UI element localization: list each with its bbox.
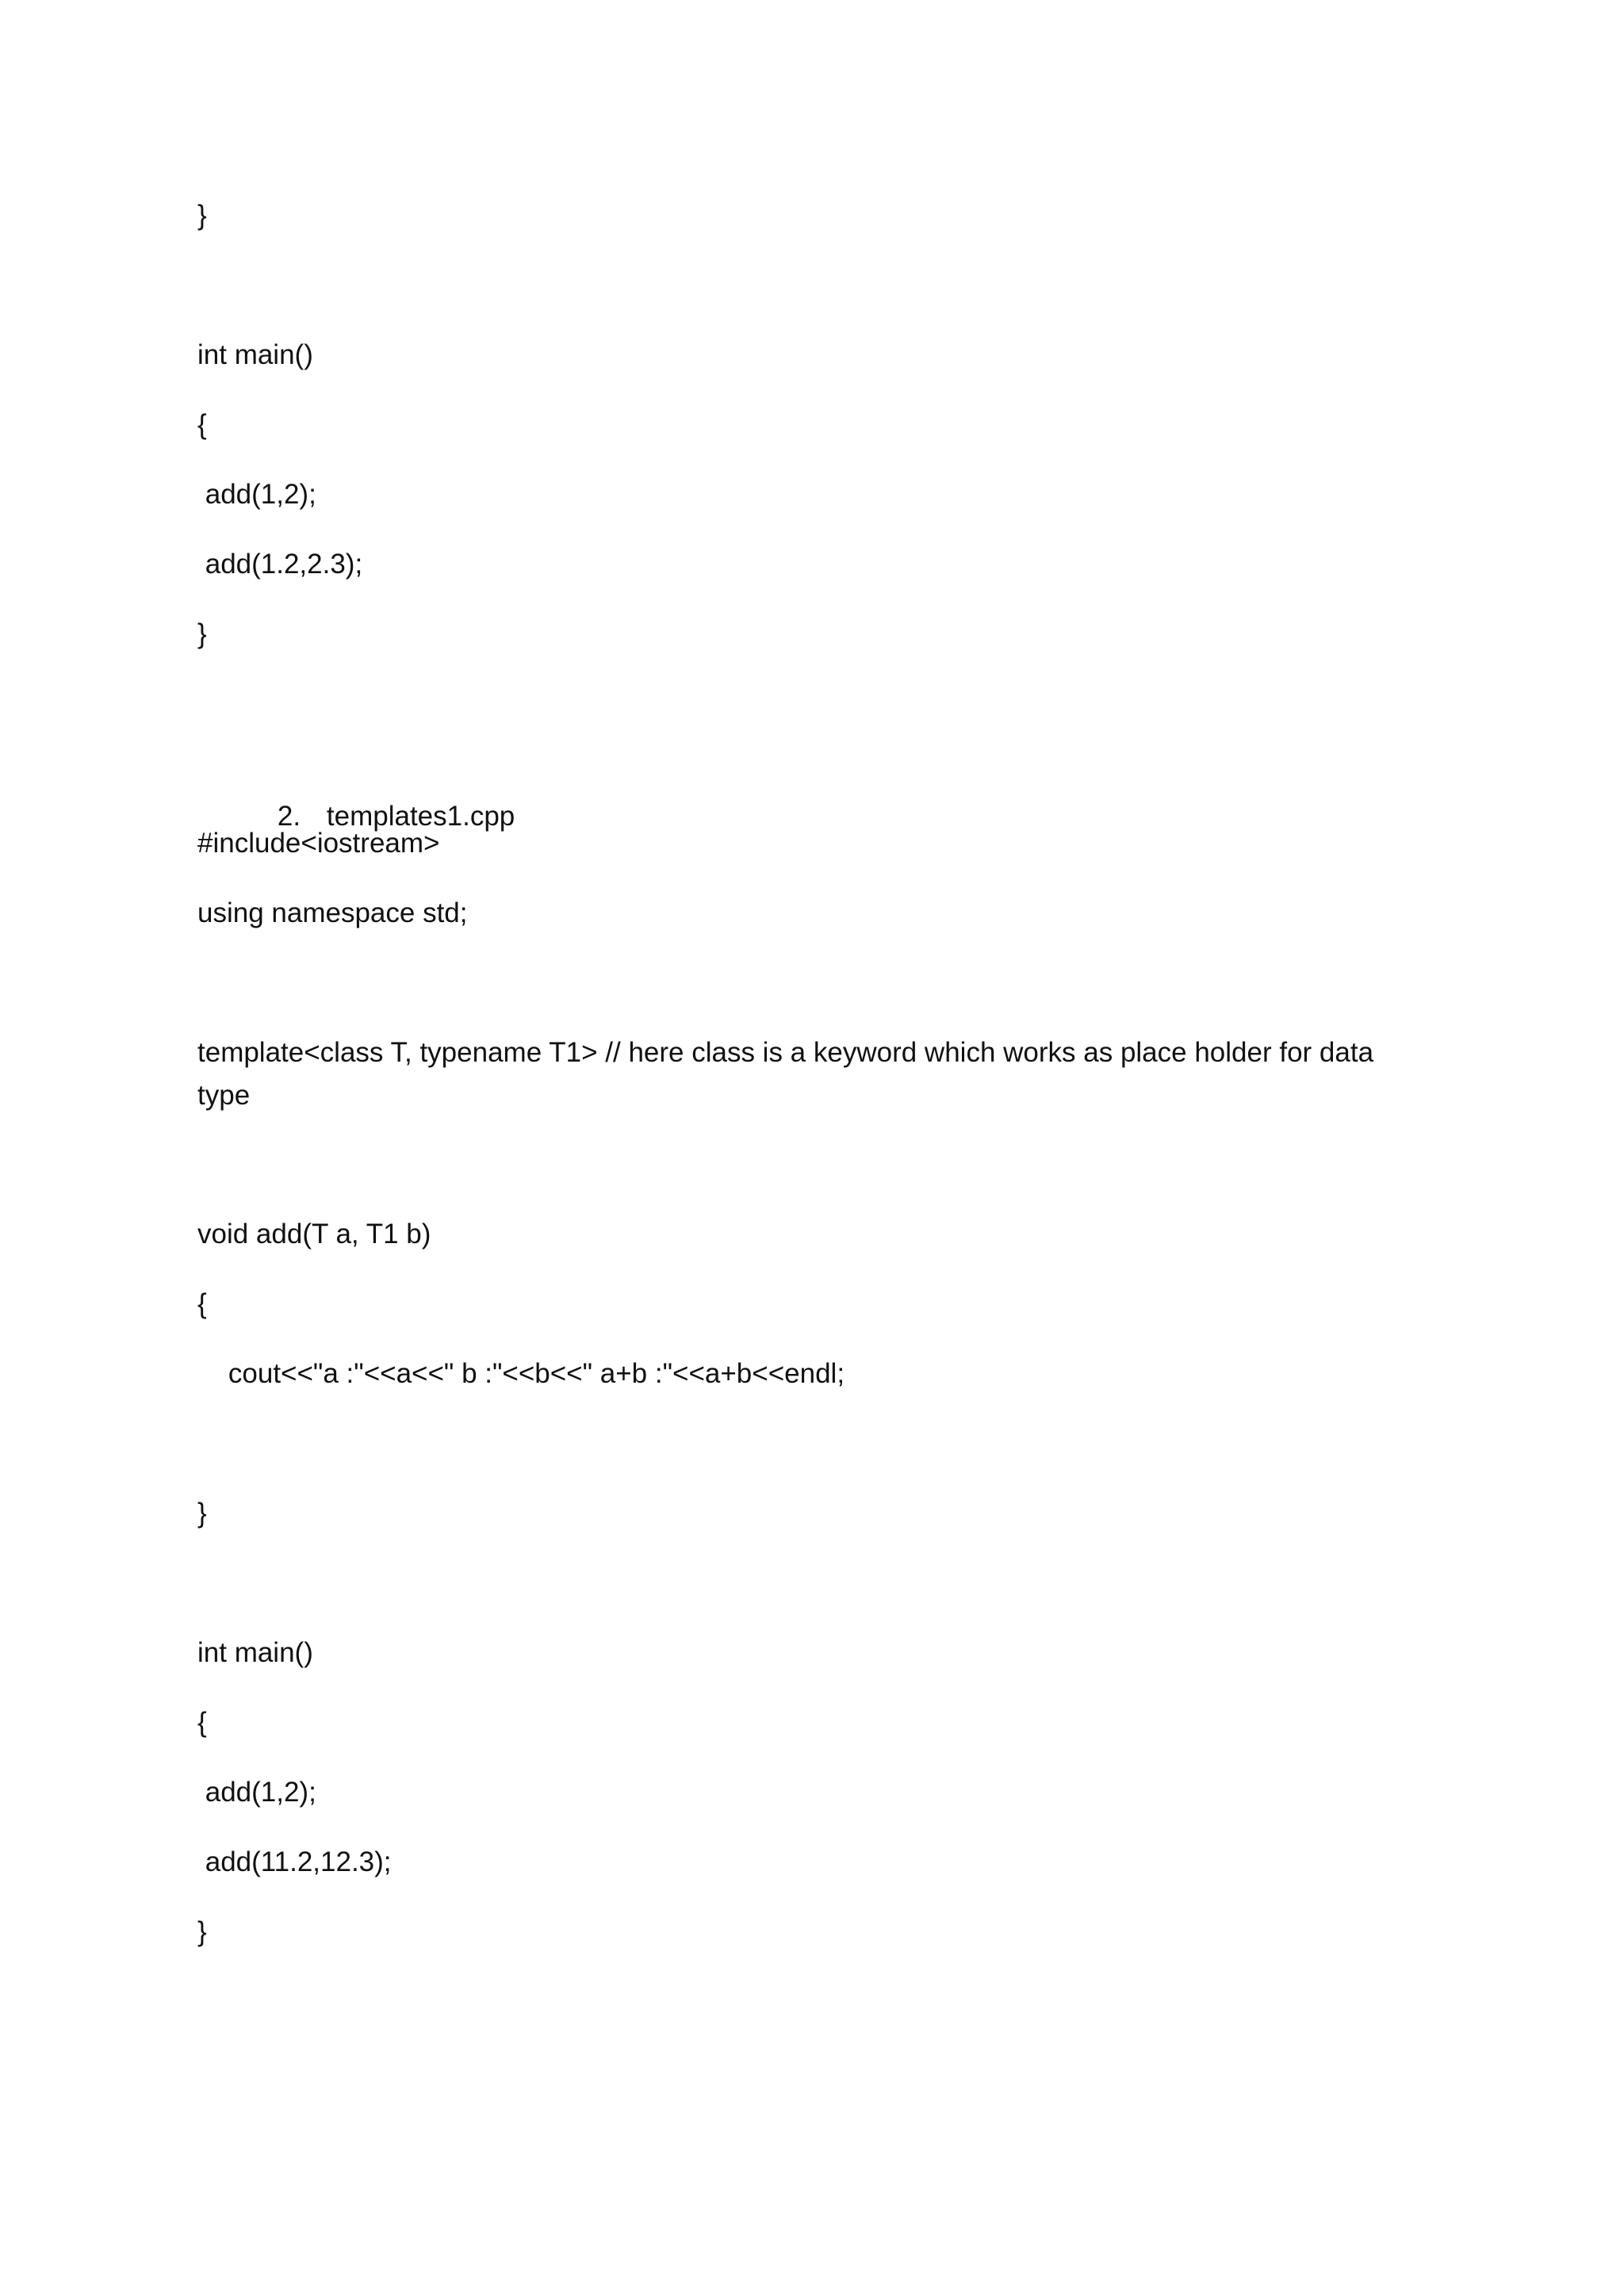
code-line-call-add-float: add(11.2,12.3); xyxy=(197,1846,392,1877)
code-line-closing-brace: } xyxy=(197,200,207,231)
code-line-open-brace: { xyxy=(197,1288,207,1319)
code-line-open-brace: { xyxy=(197,1707,207,1738)
code-line-add-signature: void add(T a, T1 b) xyxy=(197,1219,431,1249)
code-line-call-add-int: add(1,2); xyxy=(197,479,316,510)
code-line-call-add-float: add(1.2,2.3); xyxy=(197,549,363,580)
code-line-main-signature: int main() xyxy=(197,339,313,370)
code-line-main-signature: int main() xyxy=(197,1637,313,1668)
list-item-number: 2. xyxy=(277,801,301,832)
code-line-close-brace: } xyxy=(197,1916,207,1947)
code-line-open-brace: { xyxy=(197,409,207,440)
code-line-close-brace: } xyxy=(197,1498,207,1529)
code-line-cout: cout<<"a :"<<a<<" b :"<<b<<" a+b :"<<a+b<<endl; xyxy=(197,1358,845,1389)
code-line-include: #include<iostream> xyxy=(197,828,440,859)
code-line-template-comment: template<class T, typename T1> // here class is a keyword which works as place holder for data type xyxy=(197,1037,1374,1111)
code-line-close-brace: } xyxy=(197,618,207,649)
list-item-filename: templates1.cpp xyxy=(326,801,515,832)
code-line-call-add-int: add(1,2); xyxy=(197,1777,316,1808)
code-line-using-namespace: using namespace std; xyxy=(197,897,468,928)
